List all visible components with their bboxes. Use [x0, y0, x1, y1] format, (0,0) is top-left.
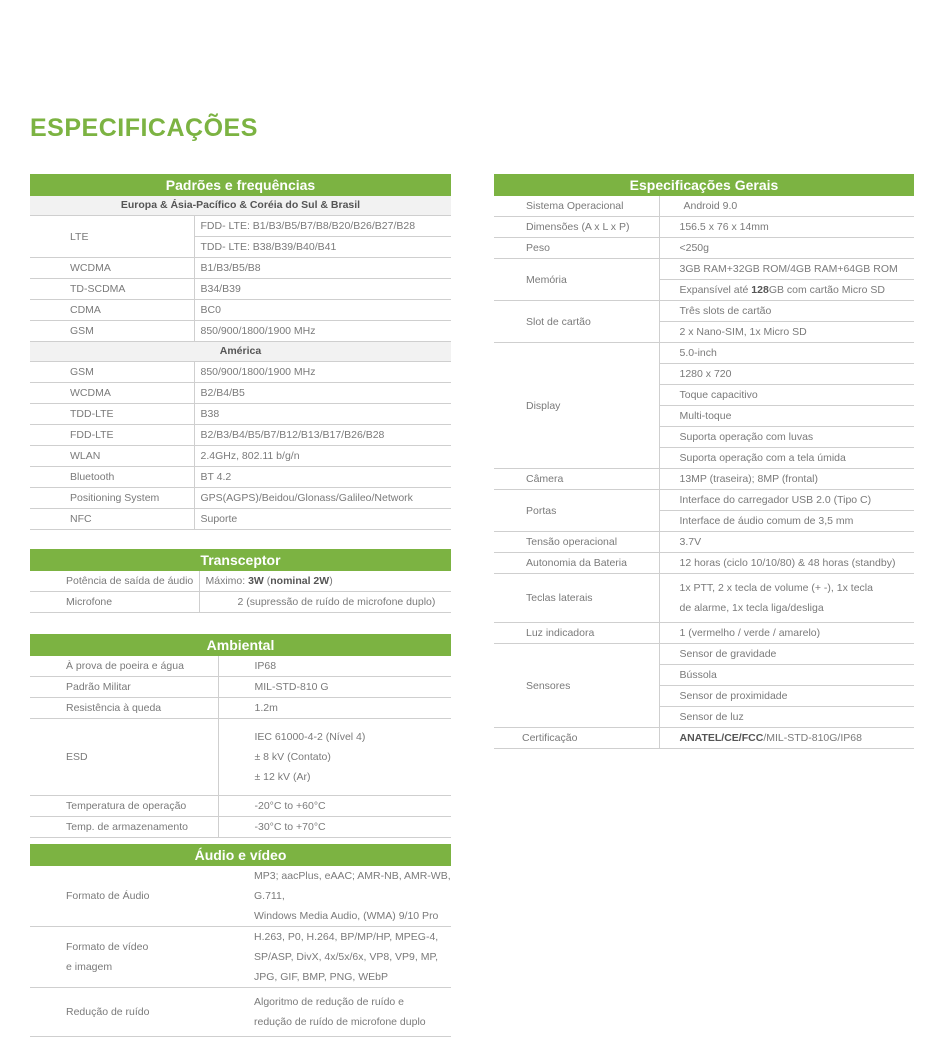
- row-value: Interface de áudio comum de 3,5 mm: [659, 511, 914, 532]
- row-value: -20°C to +60°C: [218, 796, 451, 817]
- row-label: Redução de ruído: [30, 988, 218, 1037]
- row-label: Autonomia da Bateria: [494, 553, 659, 574]
- transceiver-header: Transceptor: [30, 549, 451, 571]
- row-value: B38: [194, 404, 451, 425]
- table-row: [30, 425, 451, 446]
- row-label: Formato de vídeo e imagem: [30, 927, 218, 988]
- row-value: Expansível até 128GB com cartão Micro SD: [659, 280, 914, 301]
- row-value: Interface do carregador USB 2.0 (Tipo C): [659, 490, 914, 511]
- memory-label: Memória: [494, 259, 659, 301]
- row-value: B2/B3/B4/B5/B7/B12/B13/B17/B26/B28: [194, 425, 451, 446]
- row-value: Suporte: [194, 509, 451, 530]
- row-value: -30°C to +70°C: [218, 817, 451, 838]
- row-label: Formato de Áudio: [30, 866, 218, 927]
- row-value: 1.2m: [218, 698, 451, 719]
- row-value: 5.0-inch: [659, 343, 914, 364]
- table-row: [30, 796, 451, 817]
- row-label: TD-SCDMA: [30, 279, 194, 300]
- general-specs-header: Especificações Gerais: [494, 174, 914, 196]
- row-label: TDD-LTE: [30, 404, 194, 425]
- table-row: [30, 817, 451, 838]
- table-row: [30, 216, 451, 237]
- display-label: Display: [494, 343, 659, 469]
- row-value: Suporta operação com a tela úmida: [659, 448, 914, 469]
- row-label: FDD-LTE: [30, 425, 194, 446]
- row-value: IP68: [218, 656, 451, 677]
- table-row: [30, 677, 451, 698]
- row-label: NFC: [30, 509, 194, 530]
- row-value: MP3; aacPlus, eAAC; AMR-NB, AMR-WB, G.711, Windows Media Audio, (WMA) 9/10 Pro: [218, 866, 451, 927]
- row-value: 3.7V: [659, 532, 914, 553]
- row-label: À prova de poeira e água: [30, 656, 218, 677]
- row-value: MIL-STD-810 G: [218, 677, 451, 698]
- page-title: ESPECIFICAÇÕES: [30, 114, 258, 142]
- row-value: Multi-toque: [659, 406, 914, 427]
- table-row: [494, 490, 914, 511]
- row-value: Máximo: 3W (nominal 2W): [199, 571, 451, 592]
- row-value: Bússola: [659, 665, 914, 686]
- ports-label: Portas: [494, 490, 659, 532]
- environmental-header: Ambiental: [30, 634, 451, 656]
- row-value: Android 9.0: [659, 196, 914, 217]
- side-keys-label: Teclas laterais: [494, 574, 659, 623]
- row-label: Peso: [494, 238, 659, 259]
- table-row: [494, 301, 914, 322]
- row-value: B1/B3/B5/B8: [194, 258, 451, 279]
- row-value: Toque capacitivo: [659, 385, 914, 406]
- row-label: CDMA: [30, 300, 194, 321]
- table-row: [494, 259, 914, 280]
- table-row: [30, 698, 451, 719]
- table-row: [494, 623, 914, 644]
- sensors-label: Sensores: [494, 644, 659, 728]
- table-row: [30, 866, 451, 927]
- row-value: Sensor de proximidade: [659, 686, 914, 707]
- row-value: Sensor de gravidade: [659, 644, 914, 665]
- table-row: [30, 988, 451, 1037]
- table-row: [30, 321, 451, 342]
- row-label: Positioning System: [30, 488, 194, 509]
- lte-tdd-value: TDD- LTE: B38/B39/B40/B41: [194, 237, 451, 258]
- esd-label: ESD: [30, 719, 218, 796]
- row-value: 156.5 x 76 x 14mm: [659, 217, 914, 238]
- card-slot-label: Slot de cartão: [494, 301, 659, 343]
- row-value: 2 (supressão de ruído de microfone duplo): [199, 592, 451, 613]
- row-value: <250g: [659, 238, 914, 259]
- table-row: [494, 238, 914, 259]
- table-row: [30, 927, 451, 988]
- audio-video-table: [30, 844, 451, 1037]
- table-row: [494, 217, 914, 238]
- table-row: [30, 279, 451, 300]
- row-value: BT 4.2: [194, 467, 451, 488]
- row-label: Resistência à queda: [30, 698, 218, 719]
- row-value: 1 (vermelho / verde / amarelo): [659, 623, 914, 644]
- table-row: [30, 258, 451, 279]
- table-row: [30, 571, 451, 592]
- row-value: 2.4GHz, 802.11 b/g/n: [194, 446, 451, 467]
- row-label: Padrão Militar: [30, 677, 218, 698]
- row-label: Câmera: [494, 469, 659, 490]
- table-row: [494, 574, 914, 623]
- row-label: Microfone: [30, 592, 199, 613]
- general-specs-table: [494, 174, 914, 749]
- row-value: 3GB RAM+32GB ROM/4GB RAM+64GB ROM: [659, 259, 914, 280]
- row-value: Algoritmo de redução de ruído e redução de ruído de microfone duplo: [218, 988, 451, 1037]
- row-label: WLAN: [30, 446, 194, 467]
- table-row: [30, 509, 451, 530]
- row-label: WCDMA: [30, 383, 194, 404]
- table-row: [30, 300, 451, 321]
- row-value: B34/B39: [194, 279, 451, 300]
- table-row: [30, 592, 451, 613]
- lte-fdd-value: FDD- LTE: B1/B3/B5/B7/B8/B20/B26/B27/B28: [194, 216, 451, 237]
- row-label: Bluetooth: [30, 467, 194, 488]
- table-row: [494, 532, 914, 553]
- table-row: [494, 644, 914, 665]
- table-row: [494, 553, 914, 574]
- table-row: [30, 383, 451, 404]
- row-value: 850/900/1800/1900 MHz: [194, 362, 451, 383]
- esd-value: IEC 61000-4-2 (Nível 4) ± 8 kV (Contato) ± 12 kV (Ar): [218, 719, 451, 796]
- row-label: WCDMA: [30, 258, 194, 279]
- region-europe: Europa & Ásia-Pacífico & Coréia do Sul & Brasil: [30, 196, 451, 216]
- table-row: [30, 446, 451, 467]
- standards-header: Padrões e frequências: [30, 174, 451, 196]
- table-row: [30, 656, 451, 677]
- transceiver-table: [30, 549, 451, 613]
- environmental-table: [30, 634, 451, 838]
- audio-video-header: Áudio e vídeo: [30, 844, 451, 866]
- row-label: Luz indicadora: [494, 623, 659, 644]
- row-value: Sensor de luz: [659, 707, 914, 728]
- row-label: GSM: [30, 362, 194, 383]
- table-row: [30, 467, 451, 488]
- row-label: Temperatura de operação: [30, 796, 218, 817]
- table-row: [30, 488, 451, 509]
- table-row: [494, 196, 914, 217]
- row-value: 1280 x 720: [659, 364, 914, 385]
- row-value: 12 horas (ciclo 10/10/80) & 48 horas (standby): [659, 553, 914, 574]
- row-value: H.263, P0, H.264, BP/MP/HP, MPEG-4, SP/ASP, DivX, 4x/5x/6x, VP8, VP9, MP, JPG, GIF, BMP, PNG, WEbP: [218, 927, 451, 988]
- row-value: GPS(AGPS)/Beidou/Glonass/Galileo/Network: [194, 488, 451, 509]
- table-row: [30, 719, 451, 796]
- certification-label: Certificação: [494, 728, 659, 749]
- standards-table: [30, 174, 451, 530]
- lte-label: LTE: [30, 216, 194, 258]
- row-label: Potência de saída de áudio: [30, 571, 199, 592]
- row-value: 850/900/1800/1900 MHz: [194, 321, 451, 342]
- row-value: BC0: [194, 300, 451, 321]
- row-value: Três slots de cartão: [659, 301, 914, 322]
- table-row: [494, 343, 914, 364]
- table-row: [494, 469, 914, 490]
- row-label: Temp. de armazenamento: [30, 817, 218, 838]
- row-label: Tensão operacional: [494, 532, 659, 553]
- table-row: [30, 362, 451, 383]
- row-value: ANATEL/CE/FCC/MIL-STD-810G/IP68: [659, 728, 914, 749]
- row-label: GSM: [30, 321, 194, 342]
- row-value: 13MP (traseira); 8MP (frontal): [659, 469, 914, 490]
- row-value: Suporta operação com luvas: [659, 427, 914, 448]
- row-value: 2 x Nano-SIM, 1x Micro SD: [659, 322, 914, 343]
- region-america: América: [30, 342, 451, 362]
- row-value: 1x PTT, 2 x tecla de volume (+ -), 1x tecla de alarme, 1x tecla liga/desliga: [659, 574, 914, 623]
- table-row: [494, 728, 914, 749]
- row-label: Sistema Operacional: [494, 196, 659, 217]
- table-row: [30, 404, 451, 425]
- row-value: B2/B4/B5: [194, 383, 451, 404]
- row-label: Dimensões (A x L x P): [494, 217, 659, 238]
